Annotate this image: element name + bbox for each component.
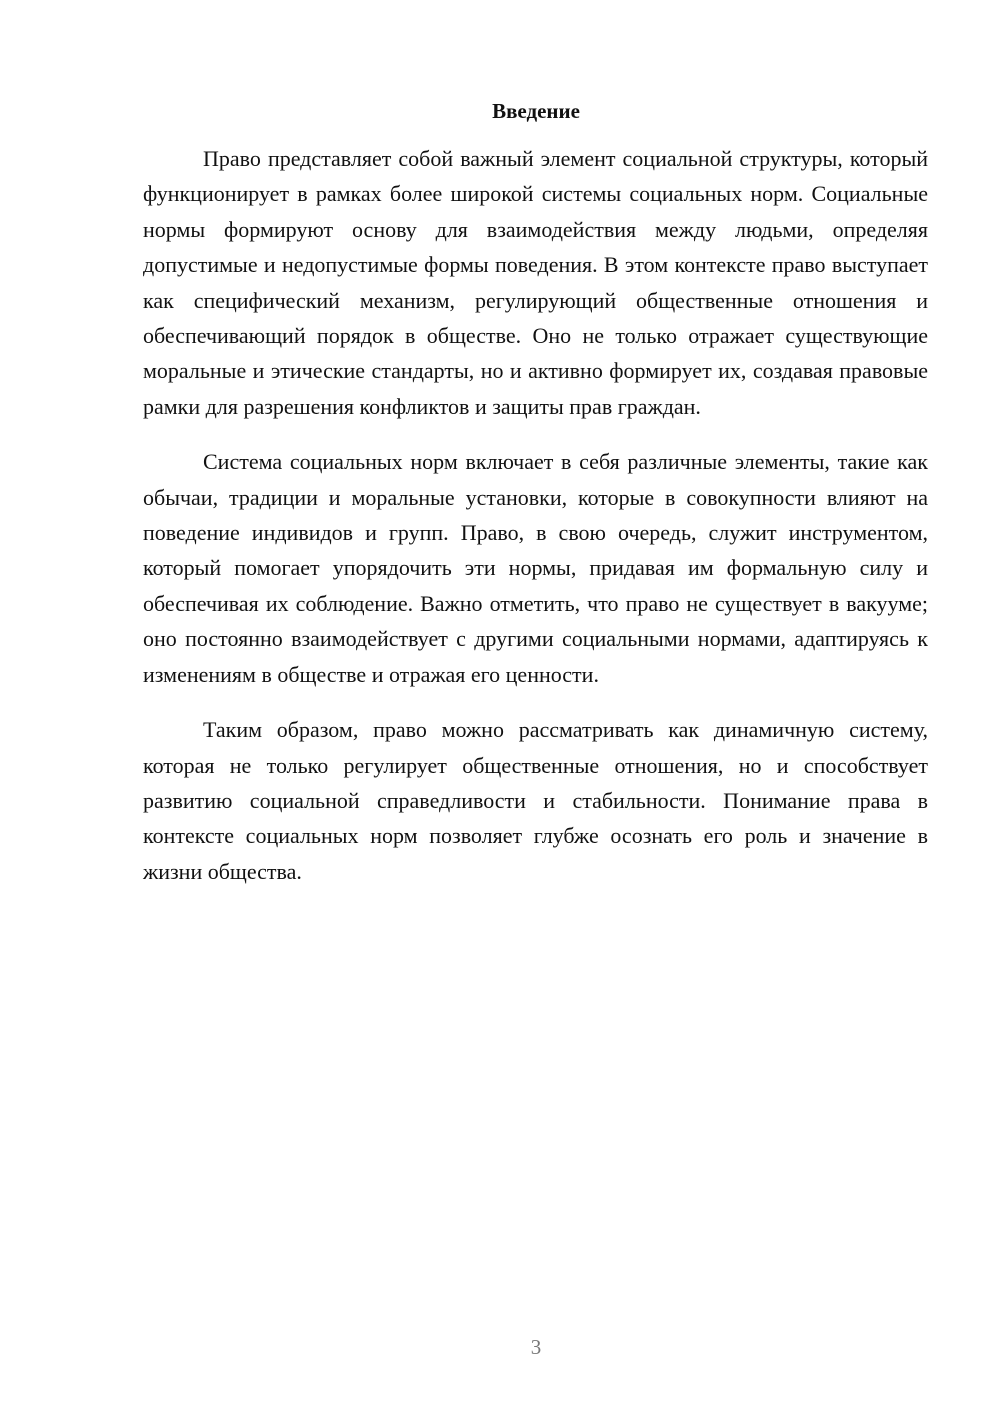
- page-number: 3: [530, 1335, 542, 1359]
- paragraph-1: Право представляет собой важный элемент социальной структуры, который функционирует в рамках более широкой системы социальных норм. Социальные нормы формируют основу для взаимодействия между людьми, определяя допустимые и недопустимые формы поведения. В этом контексте право выступает как специфический механизм, регулирующий общественные отношения и обеспечивающий порядок в обществе. Оно не только отражает существующие моральные и этические стандарты, но и активно формирует их, создавая правовые рамки для разрешения конфликтов и защиты прав граждан.: [143, 146, 928, 419]
- document-body: [143, 141, 928, 909]
- section-heading: Введение: [492, 99, 580, 123]
- paragraph-2: Система социальных норм включает в себя различные элементы, такие как обычаи, традиции и моральные установки, которые в совокупности влияют на поведение индивидов и групп. Право, в свою очередь, служит инструментом, который помогает упорядочить эти нормы, придавая им формальную силу и обеспечивая их соблюдение. Важно отметить, что право не существует в вакууме; оно постоянно взаимодействует с другими социальными нормами, адаптируясь к изменениям в обществе и отражая его ценности.: [143, 449, 928, 687]
- paragraph-3: Таким образом, право можно рассматривать как динамичную систему, которая не только регулирует общественные отношения, но и способствует развитию социальной справедливости и стабильности. Понимание права в контексте социальных норм позволяет глубже осознать его роль и значение в жизни общества.: [143, 717, 928, 884]
